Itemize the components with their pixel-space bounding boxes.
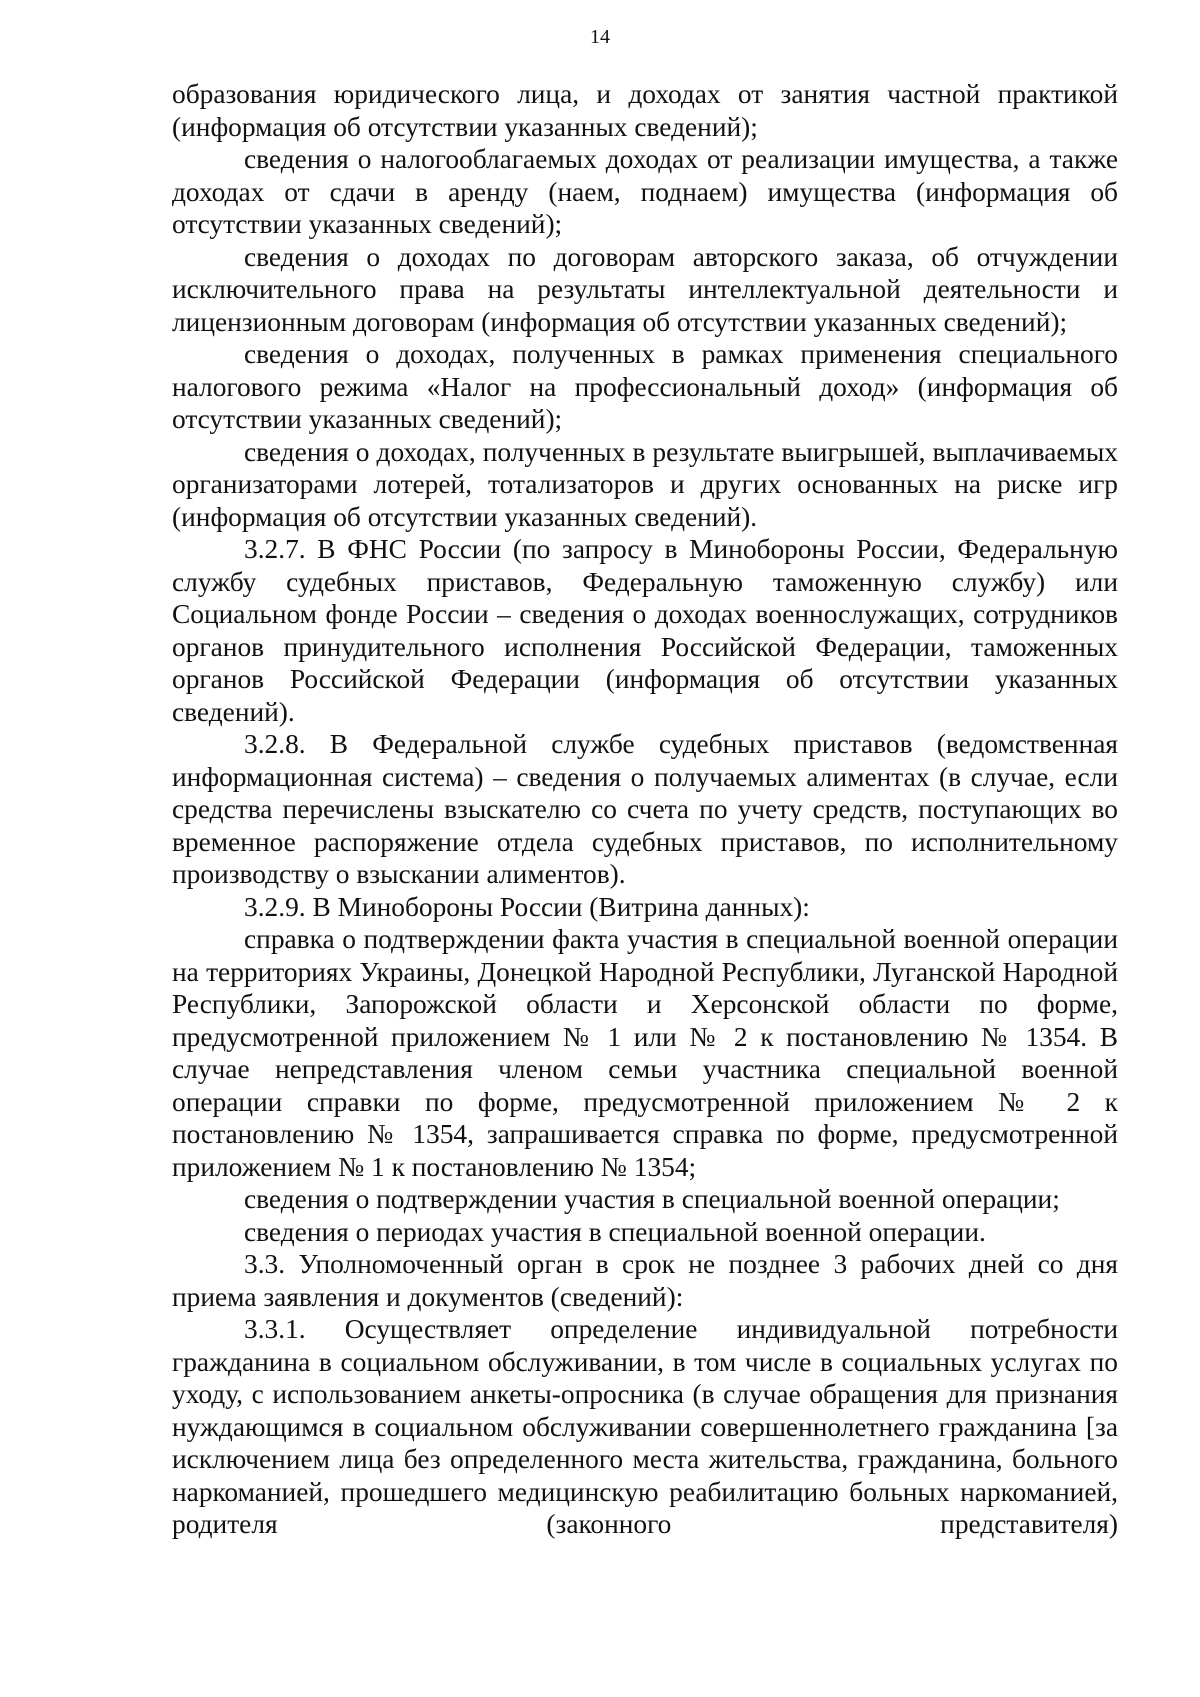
paragraph-3-3: 3.3. Уполномоченный орган в срок не позднее 3 рабочих дней со дня приема заявления и документов (сведений): (172, 1249, 1118, 1312)
paragraph-author-contracts: сведения о доходах по договорам авторского заказа, об отчуждении исключительного права на результаты интеллектуальной деятельности и лицензионным договорам (информация об отсутствии указанных сведений); (172, 241, 1118, 337)
paragraph-lottery-winnings: сведения о доходах, полученных в результате выигрышей, выплачиваемых организаторами лотерей, тотализаторов и других основанных на риске игр (информация об отсутствии указанных сведений). (172, 436, 1118, 532)
paragraph-3-2-7: 3.2.7. В ФНС России (по запросу в Минобороны России, Федеральную службу судебных приставов, Федеральную таможенную службу) или Социальном фонде России – сведения о доходах военнослужащих, сотрудников органов принудительного исполнения Российской Федерации, таможенных органов Российской Федерации (информация об отсутствии указанных сведений). (172, 534, 1118, 727)
paragraph-3-3-1: 3.3.1. Осуществляет определение индивидуальной потребности гражданина в социальном обслуживании, в том числе в социальных услугах по уходу, с использованием анкеты-опросника (в случае обращения для признания нуждающимся в социальном обслуживании совершеннолетнего гражданина [за исключением лица без определенного места жительства, гражданина, больного наркоманией, прошедшего медицинскую реабилитацию больных наркоманией, родителя (законного представителя) (172, 1314, 1118, 1539)
paragraph-svo-certificate: справка о подтверждении факта участия в специальной военной операции на территориях Украины, Донецкой Народной Республики, Луганской Народной Республики, Запорожской области и Херсонской области по форме, предусмотренной приложением № 1 или № 2 к постановлению № 1354. В случае непредставления членом семьи участника специальной военной операции справки по форме, предусмотренной приложением № 2 к постановлению № 1354, запрашивается справка по форме, предусмотренной приложением № 1 к постановлению № 1354; (172, 924, 1118, 1182)
page-number: 14 (590, 26, 610, 48)
paragraph-income-private-practice: образования юридического лица, и доходах от занятия частной практикой (информация об отсутствии указанных сведений); (172, 79, 1118, 142)
paragraph-professional-income-tax: сведения о доходах, полученных в рамках применения специального налогового режима «Налог на профессиональный доход» (информация об отсутствии указанных сведений); (172, 339, 1118, 434)
paragraph-svo-participation: сведения о подтверждении участия в специальной военной операции; (244, 1184, 1060, 1214)
paragraph-property-income: сведения о налогооблагаемых доходах от реализации имущества, а также доходах от сдачи в аренду (наем, поднаем) имущества (информация об отсутствии указанных сведений); (172, 144, 1118, 239)
paragraph-svo-periods: сведения о периодах участия в специальной военной операции. (244, 1216, 986, 1247)
document-body (172, 78, 1118, 1541)
paragraph-3-2-8: 3.2.8. В Федеральной службе судебных приставов (ведомственная информационная система) – сведения о получаемых алиментах (в случае, если средства перечислены взыскателю со счета по учету средств, поступающих во временное распоряжение отдела судебных приставов, по исполнительному производству о взыскании алиментов). (172, 729, 1118, 889)
paragraph-3-2-9: 3.2.9. В Минобороны России (Витрина данных): (244, 891, 810, 922)
